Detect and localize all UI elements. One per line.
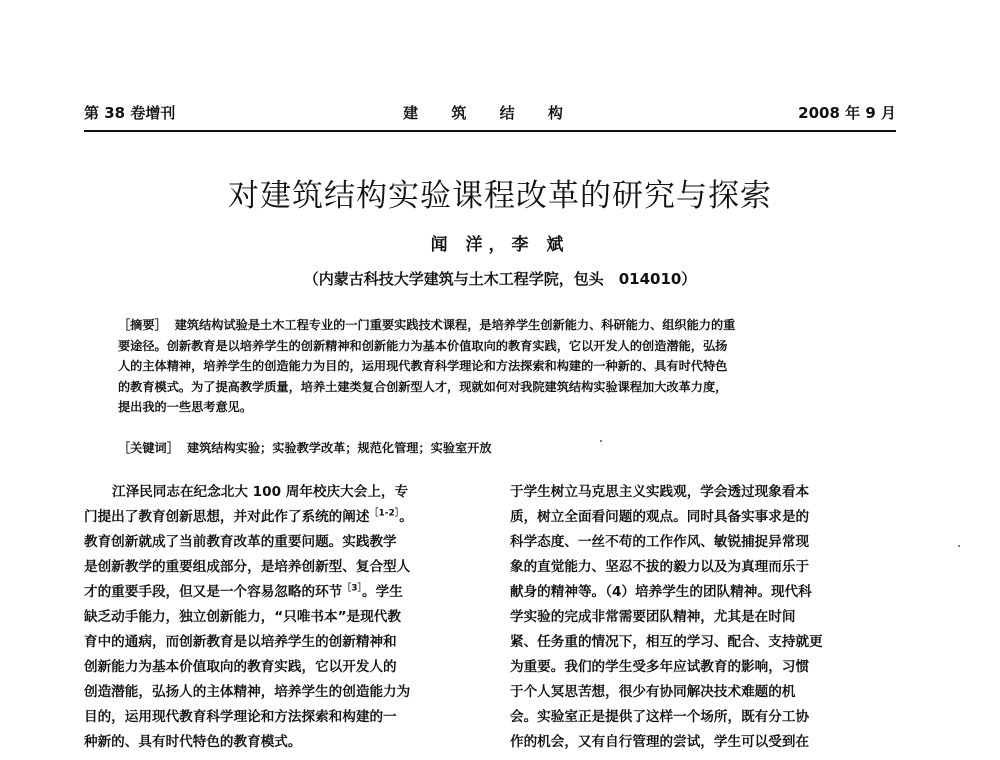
body-line: 紧、任务重的情况下，相互的学习、配合、支持就更: [510, 634, 823, 650]
body-column-right: [510, 480, 898, 760]
body-line: 创新能力为基本价值取向的教育实践，它以开发人的: [84, 659, 397, 675]
abstract-line: 的教育模式。为了提高教学质量，培养土建类复合创新型人才，现就如何对我院建筑结构实验课程加大改革力度，: [118, 379, 728, 394]
body-line: 学实验的完成非常需要团队精神，尤其是在时间: [510, 609, 796, 625]
body-line: 目的，运用现代教育科学理论和方法探索和构建的一: [84, 709, 397, 725]
body-line: 教育创新就成了当前教育改革的重要问题。实践教学: [84, 534, 397, 550]
scan-speck: [958, 545, 960, 547]
body-line: 缺乏动手能力，独立创新能力，“只唯书本”是现代教: [84, 609, 401, 625]
body-line: 作的机会，又有自行管理的尝试，学生可以受到在: [510, 734, 810, 750]
paper-authors: 闻 洋，李 斌: [430, 235, 570, 255]
body-line: 献身的精神等。（4）培养学生的团队精神。现代科: [510, 584, 812, 600]
author-affiliation: （内蒙古科技大学建筑与土木工程学院，包头 014010）: [303, 270, 697, 288]
body-line: 创造潜能，弘扬人的主体精神，培养学生的创造能力为: [84, 684, 411, 700]
paper-title: 对建筑结构实验课程改革的研究与探索: [228, 178, 772, 214]
body-line: 为重要。我们的学生受多年应试教育的影响，习惯: [510, 659, 810, 675]
body-line: 会。实验室正是提供了这样一个场所，既有分工协: [510, 709, 810, 725]
body-line: 江泽民同志在纪念北大 100 周年校庆大会上，专: [112, 484, 409, 500]
keywords: [118, 438, 874, 458]
body-line: 于个人冥思苦想，很少有协同解决技术难题的机: [510, 684, 796, 700]
body-line-text: 门提出了教育创新思想，并对此作了系统的阐述: [84, 509, 370, 525]
abstract-text: 建筑结构试验是土木工程专业的一门重要实践技术课程，是培养学生创新能力、科研能力、组织能力的重: [174, 318, 736, 332]
body-line-text: 。: [399, 509, 413, 525]
body-line: [84, 505, 472, 530]
body-line: 是创新教学的重要组成部分，是培养创新型、复合型人: [84, 559, 411, 575]
scan-speck: [600, 440, 602, 442]
abstract: [118, 315, 874, 418]
body-line-text: 。学生: [362, 584, 403, 600]
body-line: [84, 580, 472, 605]
abstract-line: 要途径。创新教育是以培养学生的创新精神和创新能力为基本价值取向的教育实践，它以开发人的创造潜能，弘扬: [118, 338, 728, 353]
body-line: 质，树立全面看问题的观点。同时具备实事求是的: [510, 509, 810, 525]
abstract-label: ［摘要］: [118, 318, 167, 332]
body-line: 科学态度、一丝不苟的工作作风、敏锐捕捉异常现: [510, 534, 810, 550]
journal-name: 建 筑 结 构: [403, 104, 577, 122]
citation-ref: ［3］: [342, 583, 363, 594]
body-line-text: 才的重要手段，但又是一个容易忽略的环节: [84, 584, 343, 600]
keywords-label: ［关键词］: [118, 441, 179, 455]
issue-date: 2008 年 9 月: [798, 104, 896, 122]
body-line: 于学生树立马克思主义实践观，学会透过现象看本: [510, 484, 810, 500]
volume-label: 第 38 卷增刊: [84, 104, 176, 122]
body-column-left: [84, 480, 472, 760]
abstract-line: 提出我的一些思考意见。: [118, 400, 253, 414]
abstract-line: 人的主体精神，培养学生的创造能力为目的，运用现代教育科学理论和方法探索和构建的一种新的、具有时代特色: [118, 359, 728, 373]
body-line: 育中的通病，而创新教育是以培养学生的创新精神和: [84, 634, 397, 650]
abstract-line: [118, 315, 874, 336]
body-line: 象的直觉能力、坚忍不拔的毅力以及为真理而乐于: [510, 559, 810, 575]
body-line: 种新的、具有时代特色的教育模式。: [84, 734, 302, 750]
running-header: [84, 100, 896, 132]
citation-ref: ［1-2］: [369, 508, 400, 519]
keywords-text: 建筑结构实验；实验教学改革；规范化管理；实验室开放: [186, 441, 492, 455]
